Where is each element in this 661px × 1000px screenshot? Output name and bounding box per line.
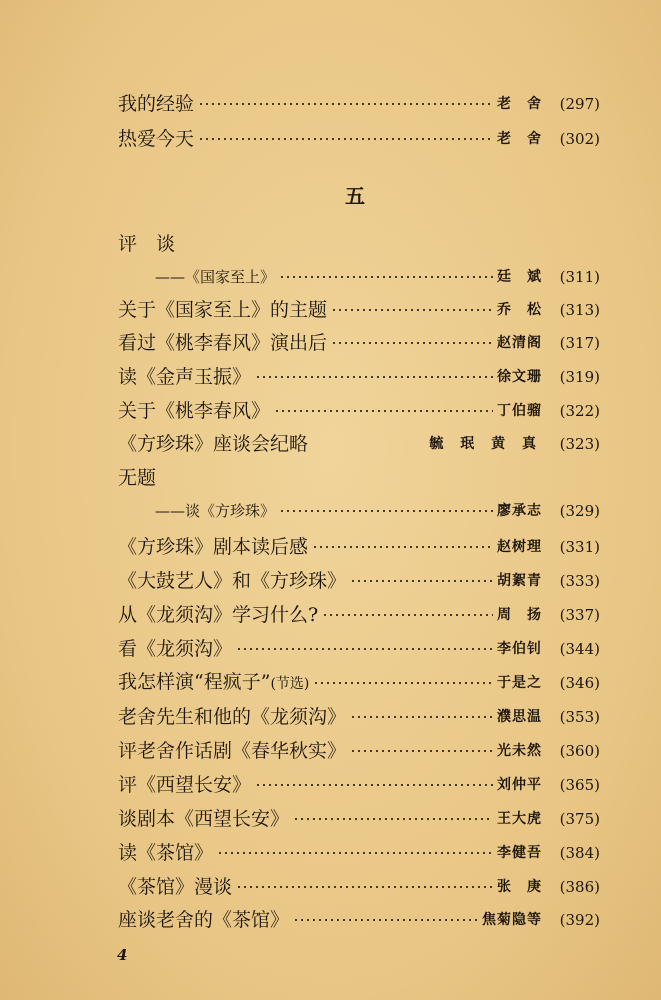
entry-page: (346) (559, 674, 600, 692)
toc-entry (118, 600, 600, 630)
toc-entry (118, 429, 600, 459)
entry-author: 于是之 (497, 675, 542, 691)
entry-author: 张 庚 (497, 879, 542, 895)
entry-title: ——谈《方珍珠》 (155, 502, 276, 520)
entry-author: 廷 斌 (497, 269, 542, 285)
entry-page: (313) (559, 301, 600, 319)
dot-leader (198, 103, 493, 105)
toc-entry (155, 496, 600, 526)
section-number: 五 (345, 184, 365, 208)
entry-title: 评老舍作话剧《春华秋实》 (118, 740, 347, 762)
dot-leader (350, 716, 493, 718)
entry-page: (297) (559, 95, 600, 113)
toc-entry (118, 770, 600, 800)
entry-title: 《方珍珠》剧本读后感 (118, 536, 309, 558)
section-heading: 评 谈 (118, 233, 176, 255)
entry-title: 看过《桃李春风》演出后 (118, 332, 328, 354)
toc-entry (118, 566, 600, 596)
dot-leader (279, 510, 493, 512)
entry-title: 读《茶馆》 (118, 842, 214, 864)
entry-page: (392) (559, 911, 600, 929)
dot-leader (279, 276, 493, 278)
entry-page: (384) (559, 844, 600, 862)
entry-page: (337) (559, 606, 600, 624)
entry-title: ——《国家至上》 (155, 268, 276, 286)
toc-entry (118, 702, 600, 732)
toc-entry (118, 668, 600, 698)
entry-author: 光未然 (497, 743, 542, 759)
entry-title: 《大鼓艺人》和《方珍珠》 (118, 570, 347, 592)
dot-leader (236, 648, 493, 650)
entry-author: 胡絮青 (497, 573, 542, 589)
entry-page: (353) (559, 708, 600, 726)
entry-title-note: (节选) (270, 676, 310, 692)
entry-author: 李健吾 (497, 845, 542, 861)
entry-page: (322) (559, 402, 600, 420)
entry-title: 关于《桃李春风》 (118, 400, 271, 422)
entry-title: 老舍先生和他的《龙须沟》 (118, 706, 347, 728)
entry-author: 老 舍 (497, 96, 542, 112)
toc-entry (155, 262, 600, 292)
entry-title: 我的经验 (118, 93, 195, 115)
entry-title: 看《龙须沟》 (118, 638, 233, 660)
entry-page: (331) (559, 538, 600, 556)
entry-title: 读《金声玉振》 (118, 366, 252, 388)
dot-leader (274, 410, 493, 412)
toc-entry (118, 736, 600, 766)
dot-leader (312, 546, 493, 548)
toc-entry (118, 634, 600, 664)
entry-heading: 无题 (118, 467, 157, 489)
entry-author: 老 舍 (497, 131, 542, 147)
dot-leader (350, 750, 493, 752)
entry-author: 赵清阁 (497, 335, 542, 351)
page-number: 4 (117, 946, 128, 964)
entry-author: 王大虎 (497, 811, 542, 827)
toc-entry (118, 89, 600, 119)
dot-leader (255, 784, 493, 786)
toc-entry (118, 328, 600, 358)
dot-leader (293, 818, 493, 820)
entry-page: (344) (559, 640, 600, 658)
entry-title: 从《龙须沟》学习什么? (118, 604, 319, 626)
entry-author: 濮思温 (497, 709, 542, 725)
entry-page: (375) (559, 810, 600, 828)
entry-page: (319) (559, 368, 600, 386)
toc-entry (118, 804, 600, 834)
toc-entry (118, 872, 600, 902)
dot-leader (293, 919, 478, 921)
entry-page: (311) (559, 268, 600, 286)
dot-leader (236, 886, 493, 888)
toc-entry (118, 295, 600, 325)
entry-title: 《茶馆》漫谈 (118, 876, 233, 898)
entry-title: 热爱今天 (118, 128, 195, 150)
entry-author: 赵树理 (497, 539, 542, 555)
dot-leader (198, 138, 493, 140)
entry-author: 丁伯骝 (497, 403, 542, 419)
dot-leader (217, 852, 493, 854)
dot-leader (313, 682, 493, 684)
entry-page: (386) (559, 878, 600, 896)
entry-author: 焦菊隐等 (482, 912, 542, 928)
toc-entry (118, 532, 600, 562)
entry-title (118, 667, 309, 699)
toc-entry (118, 905, 600, 935)
entry-author: 李伯钊 (497, 641, 542, 657)
toc-entry (118, 362, 600, 392)
entry-page: (333) (559, 572, 600, 590)
dot-leader (350, 580, 493, 582)
entry-author: 徐文珊 (497, 369, 542, 385)
entry-title: 谈剧本《西望长安》 (118, 808, 290, 830)
entry-title: 关于《国家至上》的主题 (118, 299, 328, 321)
toc-entry (118, 396, 600, 426)
dot-leader (331, 309, 493, 311)
entry-title: 《方珍珠》座谈会纪略 (118, 433, 309, 455)
entry-page: (323) (559, 435, 600, 453)
entry-page: (365) (559, 776, 600, 794)
toc-entry (118, 838, 600, 868)
entry-title: 座谈老舍的《茶馆》 (118, 909, 290, 931)
entry-title-text: 我怎样演“程疯子” (118, 671, 271, 693)
entry-page: (329) (559, 502, 600, 520)
entry-author: 毓 珉 黄 真 (429, 436, 542, 452)
dot-leader (322, 614, 493, 616)
entry-page: (317) (559, 334, 600, 352)
entry-author: 乔 松 (497, 302, 542, 318)
dot-leader (331, 342, 493, 344)
toc-entry (118, 124, 600, 154)
dot-leader (312, 443, 425, 445)
entry-author: 廖承志 (497, 503, 542, 519)
entry-title: 评《西望长安》 (118, 774, 252, 796)
dot-leader (255, 376, 493, 378)
entry-page: (302) (559, 130, 600, 148)
entry-author: 周 扬 (497, 607, 542, 623)
entry-page: (360) (559, 742, 600, 760)
entry-author: 刘仲平 (497, 777, 542, 793)
